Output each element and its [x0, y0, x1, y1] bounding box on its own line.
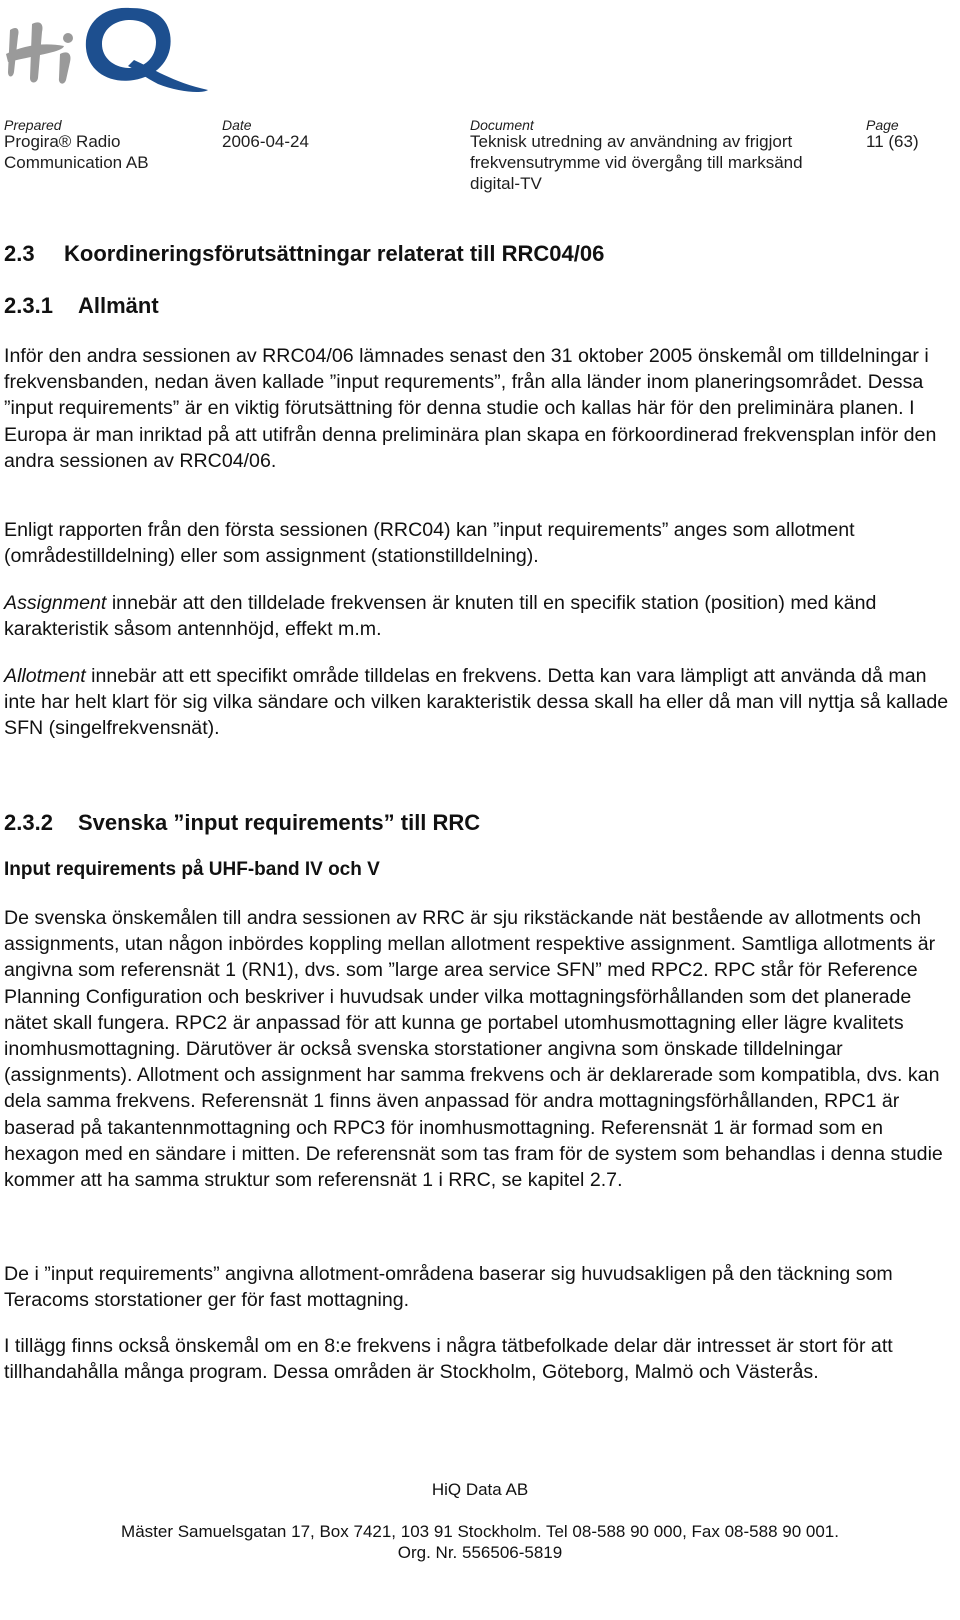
definition-text: innebär att ett specifikt område tilldelas en frekvens. Detta kan vara lämpligt att använda då man inte har helt klart för sig vilka sändare och vilken karakteristik dessa skall ha eller då man vill nyttja så kallade SFN (singelfrekvensnät).: [4, 665, 949, 740]
section-title: Svenska ”input requirements” till RRC: [78, 810, 481, 835]
document-label: Document: [470, 117, 534, 133]
footer-org-number: Org. Nr. 556506-5819: [397, 1543, 563, 1562]
document-title: [470, 131, 803, 194]
prepared-line: Communication AB: [4, 153, 149, 172]
definition-text: innebär att den tilldelade frekvensen är knuten till en specifik station (position) med känd karakteristik såsom antennhöjd, effekt m.m.: [4, 592, 877, 641]
prepared-by: [4, 131, 149, 173]
paragraph: De svenska önskemålen till andra sessionen av RRC är sju rikstäckande nät bestående av allotments och assignments, utan någon inbördes koppling mellan allotment respektive assignment. Samtliga allotments är angivna som referensnät 1 (RN1), dvs. som ”large area service SFN” med RPC2. RPC står för Reference Planning Configuration och beskriver i huvudsak under vilka mottagningsförhållanden som det planerade nätet skall fungera. RPC2 är anpassad för att kunna ge portabel utomhusmottagning eller lägre kvalitets inomhusmottagning. Därutöver är också svenska storstationer angivna som önskade tilldelningar (assignments). Allotment och assignment har samma frekvens och är deklarerade som kompatibla, dvs. kan dela samma frekvens. Referensnät 1 finns även anpassad för andra mottagningsförhållanden, RPC1 är baserad på takantennmottagning och RPC3 för inomhusmottagning. Referensnät 1 är formad som en hexagon med en sändare i mitten. De referensnät som tas fram för de system som behandlas i denna studie kommer att ha samma struktur som referensnät 1 i RRC, se kapitel 2.7.: [4, 907, 943, 1192]
paragraph: Inför den andra sessionen av RRC04/06 lämnades senast den 31 oktober 2005 önskemål om tilldelningar i frekvensbanden, nedan även kallade ”input requrements”, från alla länder inom planeringsområdet. Dessa ”input requirements” är en viktig förutsättning för denna studie och kallas här för den preliminära planen. I Europa är man inriktad på att utifrån denna preliminära plan skapa en förkoordinerad frekvensplan inför den andra sessionen av RRC04/06.: [4, 345, 937, 472]
footer-company: HiQ Data AB: [431, 1480, 529, 1499]
footer-address: Mäster Samuelsgatan 17, Box 7421, 103 91 Stockholm. Tel 08-588 90 000, Fax 08-588 90 001.: [121, 1522, 839, 1541]
document-date: 2006-04-24: [222, 132, 309, 151]
document-title-line: digital-TV: [470, 174, 542, 193]
section-heading-2-3: [4, 241, 604, 267]
paragraph: [4, 590, 954, 642]
paragraph: De i ”input requirements” angivna allotment-områdena baserar sig huvudsakligen på den täckning som Teracoms storstationer ger för fast mottagning.: [4, 1263, 893, 1312]
hiq-logo: [2, 2, 212, 98]
section-heading-2-3-2: [4, 810, 480, 836]
paragraph: [4, 663, 954, 742]
section-title: Koordineringsförutsättningar relaterat till RRC04/06: [64, 241, 605, 266]
section-number: 2.3: [4, 241, 35, 266]
section-heading-2-3-1: [4, 293, 159, 319]
section-number: 2.3.2: [4, 810, 53, 835]
term-assignment: Assignment: [4, 592, 107, 614]
section-number: 2.3.1: [4, 293, 53, 318]
prepared-line: Progira® Radio: [4, 132, 121, 151]
page-label: Page: [866, 117, 899, 133]
subheading: Input requirements på UHF-band IV och V: [4, 859, 380, 880]
term-allotment: Allotment: [4, 665, 86, 687]
prepared-label: Prepared: [4, 117, 62, 133]
section-title: Allmänt: [78, 293, 159, 318]
document-title-line: frekvensutrymme vid övergång till marksänd: [470, 153, 803, 172]
paragraph: I tillägg finns också önskemål om en 8:e frekvens i några tätbefolkade delar där intresset är stort för att tillhandahålla många program. Dessa områden är Stockholm, Göteborg, Malmö och Västerås.: [4, 1335, 893, 1384]
date-label: Date: [222, 117, 252, 133]
page-number: 11 (63): [866, 132, 919, 151]
paragraph: Enligt rapporten från den första sessionen (RRC04) kan ”input requirements” anges som allotment (områdestilldelning) eller som assignment (stationstilldelning).: [4, 519, 855, 568]
document-title-line: Teknisk utredning av användning av frigjort: [470, 132, 793, 151]
